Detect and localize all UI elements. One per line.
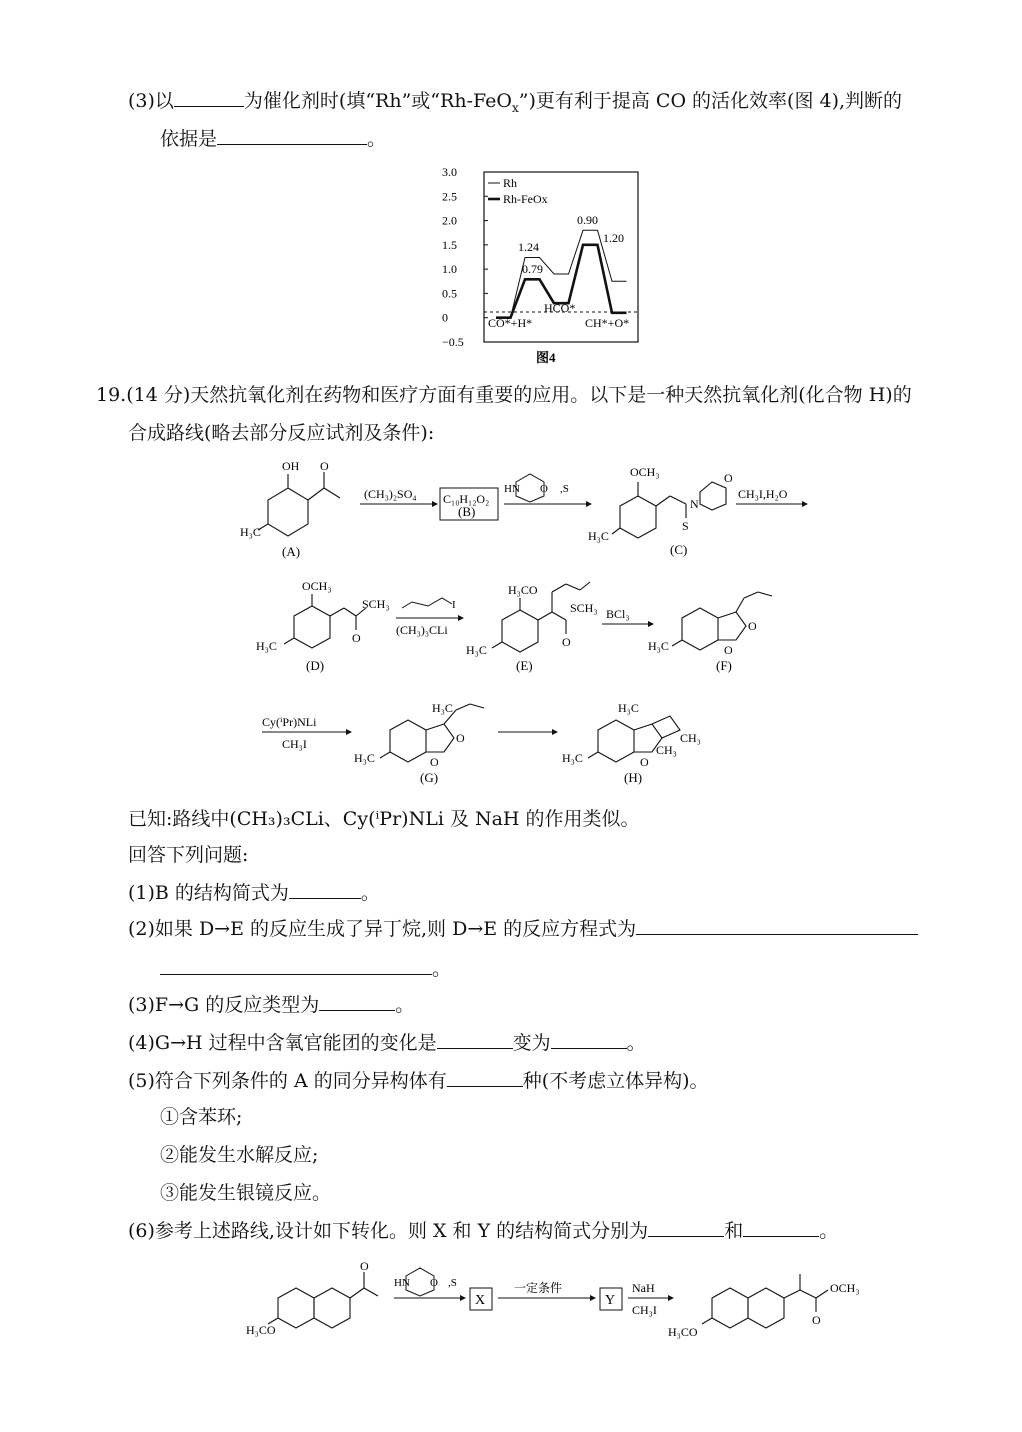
b-formula: C₁₀H₁₂O₂ (443, 492, 490, 506)
svg-text:O: O (430, 1277, 438, 1289)
q3-text-b: 为催化剂时(填“Rh”或“Rh-FeO (243, 90, 512, 112)
box-x: X (475, 1293, 486, 1308)
svg-text:H₃C: H₃C (354, 751, 375, 765)
svg-text:O: O (352, 631, 361, 645)
svg-text:O: O (640, 755, 649, 769)
svg-text:HN: HN (504, 483, 520, 495)
label-1-24: 1.24 (518, 240, 539, 254)
q3-text-a: (3)以 (128, 90, 174, 112)
q4-mid: 变为 (512, 1032, 551, 1054)
label-co-h: CO*+H* (488, 316, 533, 330)
label-h: (H) (624, 770, 643, 785)
svg-text:H₃C: H₃C (562, 751, 583, 765)
answer-blank[interactable] (636, 916, 918, 935)
condition-1: ①含苯环; (160, 1106, 243, 1128)
q1-end: 。 (360, 882, 380, 904)
q3b-end: 。 (395, 994, 415, 1016)
scheme-row-3 (260, 690, 730, 790)
question-1 (128, 880, 380, 906)
compound-f-structure (672, 592, 772, 650)
question-4 (128, 1030, 646, 1056)
svg-text:S: S (682, 519, 689, 533)
svg-text:CH₃: CH₃ (656, 743, 677, 757)
svg-text:OH: OH (282, 459, 300, 473)
legend (488, 176, 548, 206)
q2-end: 。 (432, 958, 452, 980)
q3-sub: x (511, 100, 519, 115)
reagent-bcl3: BCl₃ (606, 607, 630, 621)
svg-text:O: O (360, 1259, 369, 1273)
svg-text:O: O (540, 483, 548, 495)
figure-4-chart (440, 160, 650, 370)
reagent-ch3i: CH₃I (282, 737, 307, 751)
naphthalene-product-structure (702, 1274, 828, 1328)
legend-rhfeox: Rh-FeOx (503, 192, 548, 206)
svg-text:H₃C: H₃C (618, 701, 639, 715)
svg-text:O: O (724, 643, 733, 657)
q5-text: (5)符合下列条件的 A 的同分异构体有 (128, 1070, 447, 1092)
q6-mid: 和 (724, 1220, 744, 1242)
svg-text:SCH₃: SCH₃ (362, 597, 390, 611)
q6-scheme (244, 1258, 864, 1348)
question-6 (128, 1218, 838, 1244)
y-tick-label: 2.0 (442, 213, 457, 228)
scheme-row-1 (240, 452, 820, 562)
q4-text: (4)G→H 过程中含氧官能团的变化是 (128, 1032, 437, 1054)
y-tick-label: −0.5 (442, 335, 464, 349)
q19-intro-2: 合成路线(略去部分反应试剂及条件): (128, 422, 435, 444)
condition-2: ②能发生水解反应; (160, 1144, 319, 1166)
label-1-20: 1.20 (603, 231, 624, 245)
label-d: (D) (306, 658, 325, 673)
answer-blank[interactable] (551, 1030, 627, 1049)
reagent-ch3i-q6: CH₃I (632, 1303, 657, 1317)
y-tick-label: 0 (442, 310, 448, 325)
label-a: (A) (282, 544, 301, 559)
reagent-dms: (CH₃)₂SO₄ (364, 487, 417, 501)
svg-text:H₃C: H₃C (256, 639, 277, 653)
q4-end: 。 (626, 1032, 646, 1054)
svg-text:OCH₃: OCH₃ (630, 465, 660, 479)
legend-rh: Rh (503, 176, 518, 190)
q2-text: (2)如果 D→E 的反应生成了异丁烷,则 D→E 的反应方程式为 (128, 918, 637, 940)
svg-text:O: O (812, 1313, 821, 1327)
svg-text:N: N (690, 497, 699, 511)
svg-text:CH₃: CH₃ (680, 731, 701, 745)
q6-text: (6)参考上述路线,设计如下转化。则 X 和 Y 的结构简式分别为 (128, 1220, 649, 1242)
svg-text:H₃C: H₃C (588, 529, 609, 543)
svg-text:O: O (748, 619, 757, 633)
question-2-cont (160, 956, 451, 982)
answer-blank[interactable] (160, 956, 432, 975)
svg-text:SCH₃: SCH₃ (570, 601, 598, 615)
label-e: (E) (516, 658, 533, 673)
q3-line1 (128, 88, 902, 121)
svg-text:H₃CO: H₃CO (668, 1325, 698, 1339)
q5-end: 种(不考虑立体异构)。 (522, 1070, 709, 1092)
svg-text:OCH₃: OCH₃ (302, 579, 332, 593)
reagent-lda: Cy(ⁱPr)NLi (262, 715, 317, 729)
label-0-79: 0.79 (522, 262, 543, 276)
svg-text:,S: ,S (448, 1277, 457, 1289)
q3-text-c: ”)更有利于提高 CO 的活化效率(图 4),判断的 (518, 90, 903, 112)
reagent-nah: NaH (632, 1281, 655, 1295)
svg-text:H₃C: H₃C (466, 643, 487, 657)
answer-blank[interactable] (217, 126, 367, 145)
svg-text:H₃C: H₃C (432, 701, 453, 715)
label-b: (B) (458, 504, 476, 519)
svg-text:HN: HN (394, 1277, 410, 1289)
q6-end: 。 (819, 1220, 839, 1242)
answer-blank[interactable] (174, 88, 244, 107)
question-5 (128, 1068, 709, 1094)
label-0-90: 0.90 (577, 213, 598, 227)
answer-blank[interactable] (743, 1218, 819, 1237)
box-y: Y (605, 1293, 616, 1308)
scheme-row-2 (252, 578, 812, 678)
svg-text:H₃C: H₃C (240, 525, 261, 539)
compound-c-structure (612, 482, 726, 538)
reagent-tbuli: (CH₃)₃CLi (396, 623, 448, 637)
svg-text:O: O (456, 731, 465, 745)
answer-blank[interactable] (289, 880, 361, 899)
svg-text:O: O (724, 471, 733, 485)
q3b-text: (3)F→G 的反应类型为 (128, 994, 320, 1016)
svg-text:O: O (562, 635, 571, 649)
label-c: (C) (670, 542, 688, 557)
condition-3: ③能发生银镜反应。 (160, 1182, 332, 1204)
answer-blank[interactable] (437, 1030, 513, 1049)
question-3 (128, 992, 414, 1018)
label-f: (F) (716, 658, 732, 673)
answer-blank[interactable] (319, 992, 395, 1011)
svg-text:OCH₃: OCH₃ (830, 1281, 860, 1295)
y-tick-label: 0.5 (442, 286, 457, 301)
answer-blank[interactable] (447, 1068, 523, 1087)
q3-end: 。 (367, 128, 387, 150)
reagent-ch3i-h2o: CH₃I,H₂O (738, 487, 788, 501)
y-tick-label: 1.0 (442, 262, 457, 277)
q3-basis-label: 依据是 (160, 128, 218, 150)
q1-text: (1)B 的结构简式为 (128, 882, 289, 904)
svg-text:H₃CO: H₃CO (246, 1323, 276, 1337)
naphthalene-start-structure (268, 1272, 378, 1328)
answer-blank[interactable] (648, 1218, 724, 1237)
svg-text:I: I (452, 599, 456, 611)
compound-e-structure (492, 582, 590, 652)
y-tick-label: 1.5 (442, 237, 457, 252)
compound-a-structure (258, 472, 340, 536)
reagent-condition: 一定条件 (514, 1281, 563, 1295)
answer-prompt: 回答下列问题: (128, 844, 249, 866)
svg-text:H₃CO: H₃CO (508, 583, 538, 597)
known-note: 已知:路线中(CH₃)₃CLi、Cy(ⁱPr)NLi 及 NaH 的作用类似。 (128, 808, 640, 830)
question-2 (128, 916, 918, 942)
svg-text:O: O (430, 755, 439, 769)
y-tick-label: 2.5 (442, 189, 457, 204)
q3-line2 (160, 126, 386, 152)
label-ch-o: CH*+O* (585, 316, 630, 330)
label-hco: HCO* (544, 301, 576, 315)
svg-text:O: O (320, 459, 329, 473)
label-g: (G) (420, 770, 439, 785)
figure-caption: 图4 (536, 350, 556, 365)
svg-text:H₃C: H₃C (648, 639, 669, 653)
q19-intro-1: 19.(14 分)天然抗氧化剂在药物和医疗方面有重要的应用。以下是一种天然抗氧化剂(化合物 H)的 (96, 384, 912, 406)
y-tick-label: 3.0 (442, 165, 457, 179)
svg-text:,S: ,S (560, 483, 569, 495)
